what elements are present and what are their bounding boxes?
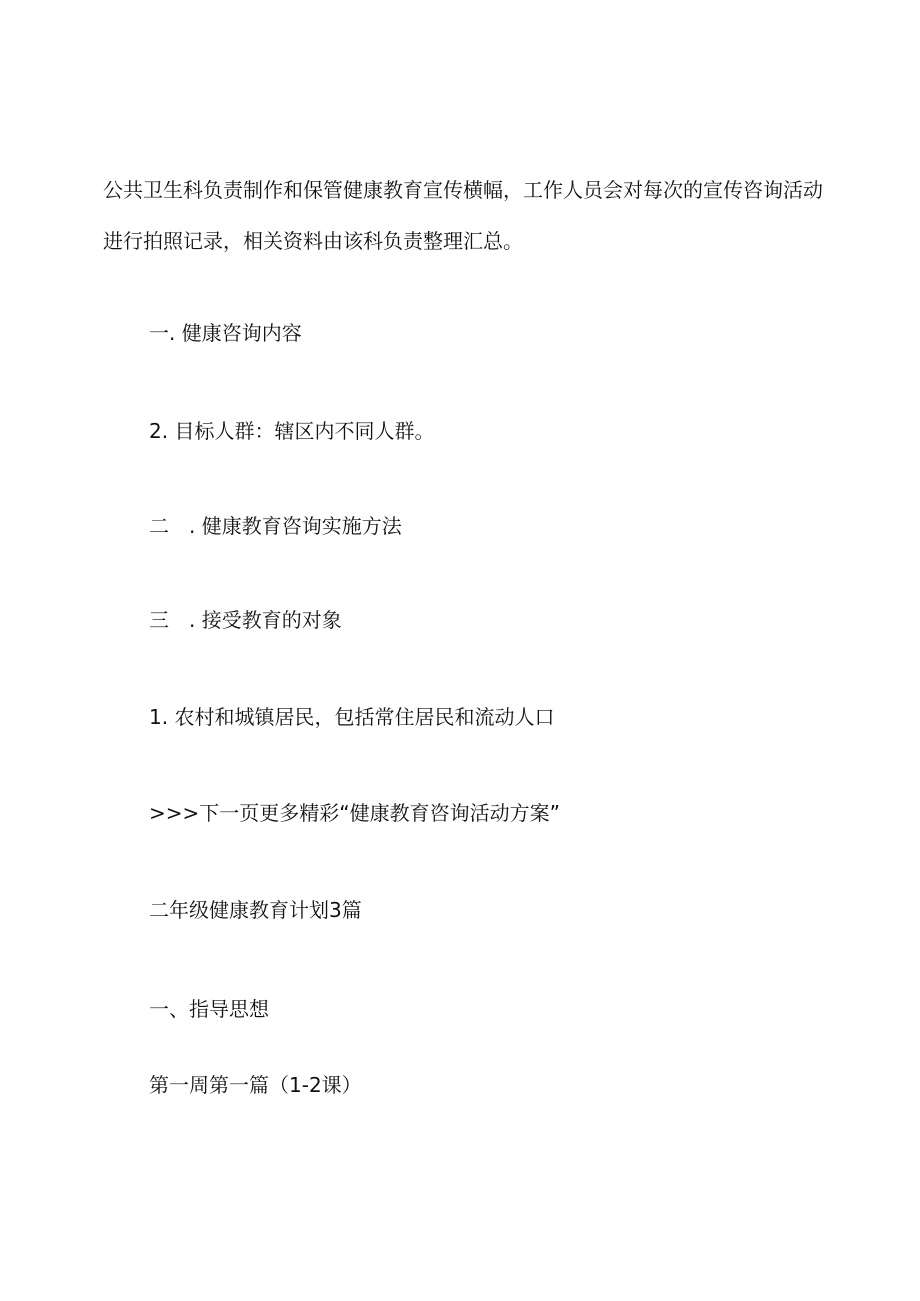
section-heading-implementation-method: 二 . 健康教育咨询实施方法 bbox=[149, 514, 402, 538]
week-one-lesson-line: 第一周第一篇（1-2课） bbox=[149, 1073, 362, 1097]
intro-paragraph-line-1: 公共卫生科负责制作和保管健康教育宣传横幅，工作人员会对每次的宣传咨询活动 bbox=[103, 178, 823, 202]
section-heading-guiding-ideology: 一、指导思想 bbox=[149, 997, 269, 1021]
section-heading-education-target: 三 . 接受教育的对象 bbox=[149, 608, 342, 632]
section-heading-consultation-content: 一. 健康咨询内容 bbox=[149, 321, 302, 345]
plan-title: 二年级健康教育计划3篇 bbox=[149, 898, 362, 922]
next-page-link[interactable]: >>>下一页更多精彩“健康教育咨询活动方案” bbox=[149, 801, 560, 825]
residents-line: 1. 农村和城镇居民，包括常住居民和流动人口 bbox=[149, 705, 555, 729]
intro-paragraph-line-2: 进行拍照记录，相关资料由该科负责整理汇总。 bbox=[103, 229, 523, 253]
target-group-line: 2. 目标人群：辖区内不同人群。 bbox=[149, 419, 435, 443]
